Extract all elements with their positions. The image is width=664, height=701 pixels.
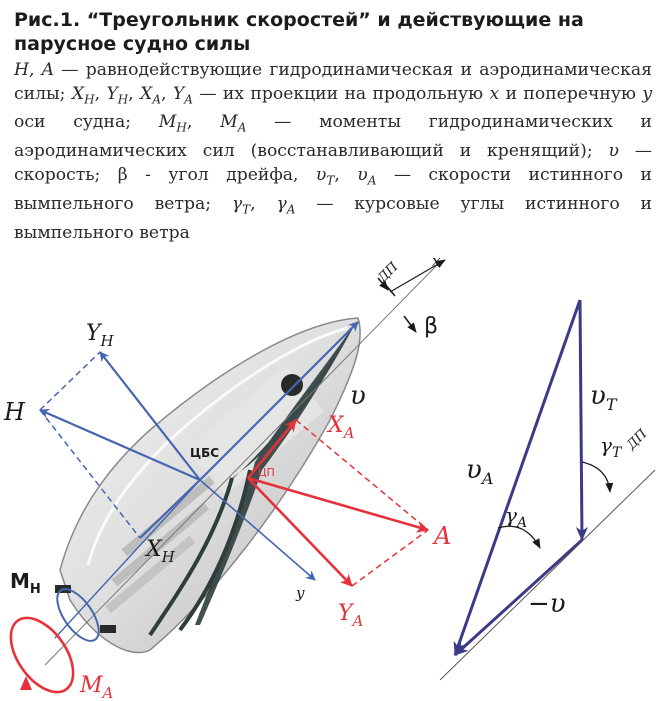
caption-title: Рис.1. “Треугольник скоростей” и действующие на парусное судно силы [14,9,584,55]
label-gammaA: $\gamma_A$ [505,503,528,531]
label-dp-right: ДП [624,426,651,453]
sailboat-forces-diagram [0,250,664,701]
caption-segment: x [489,83,500,104]
angle-gammaT-arc [582,462,610,492]
caption-segment: A [286,202,296,217]
caption-segment: Y [106,83,118,104]
caption-segment: H, A [14,60,55,80]
caption-segment: , [94,83,107,104]
label-A: A [434,522,452,550]
caption-segment: M [158,112,177,133]
moment-MA-ellipse [0,607,86,701]
label-gammaT: $\gamma_T$ [600,433,622,461]
caption-segment: оси судна; [14,112,159,133]
label-XH: $X_H$ [146,537,175,566]
caption-segment: — скорости истинного и вымпельного ветра; [14,164,653,214]
caption-segment: Y [172,83,185,104]
caption-segment: A [237,120,247,135]
label-minus-v: −υ [528,589,566,619]
caption-segment: γ [231,193,243,214]
caption-segment: A [152,91,162,106]
mast-base [281,374,303,396]
caption-segment: , [128,83,141,104]
caption-segment: A [184,91,193,106]
label-YA: $Y_A$ [338,601,364,630]
caption-segment: T [242,202,251,217]
caption-segment: и поперечную [499,83,643,104]
label-MA: $M_A$ [80,673,114,701]
label-beta: β [424,314,439,339]
caption-segment: — скорость; β - угол дрейфа, [14,141,653,185]
figure-caption [14,8,652,245]
caption-segment: H [117,91,129,106]
caption-segment: γ [276,193,287,214]
label-vA: $\upsilon_A$ [466,455,494,488]
label-H: H [4,398,25,426]
caption-segment: M [220,112,238,133]
caption-segment: X [71,83,85,104]
label-cp: ЦП [258,466,275,479]
caption-segment: , [161,83,173,104]
centerline-dp-right [440,470,655,680]
centerline-dp [45,262,440,665]
label-x-axis: x [432,252,441,270]
caption-segment: — их проекции на продольную [192,83,490,104]
label-v: υ [350,381,366,411]
caption-segment: , [186,112,221,133]
caption-segment: — курсовые углы истинного и вымпельного ветра [14,193,652,243]
caption-segment: H [84,91,95,106]
velocity-vT-arrow [580,300,582,540]
caption-segment: — моменты гидродинамических и аэродинамических сил (восстанавливающий и кренящий); [14,112,652,162]
label-YH: $Y_H$ [86,321,114,350]
label-dp-top: ДП [375,259,402,286]
beta-mark-bottom [404,316,416,332]
label-XA: $X_A$ [328,413,355,442]
caption-segment: y [642,83,653,104]
caption-segment: A [367,173,377,188]
label-vT: $\upsilon_T$ [590,381,617,414]
caption-segment: υ [315,164,327,185]
caption-segment: , [334,164,358,185]
label-MH: $M_H$ [10,569,41,597]
caption-segment: X [140,83,153,104]
caption-segment: H [176,120,187,135]
caption-segment: υ [357,164,368,185]
caption-segment: T [326,173,335,188]
label-cbs: ЦБС [190,446,220,460]
caption-body [14,59,652,245]
caption-segment: υ [608,141,619,162]
label-y-axis: y [296,584,305,602]
caption-segment: — равнодействующие гидродинамическая и аэродинамическая силы; [14,60,652,104]
caption-segment: , [250,193,277,214]
velocity-triangle [440,300,655,680]
